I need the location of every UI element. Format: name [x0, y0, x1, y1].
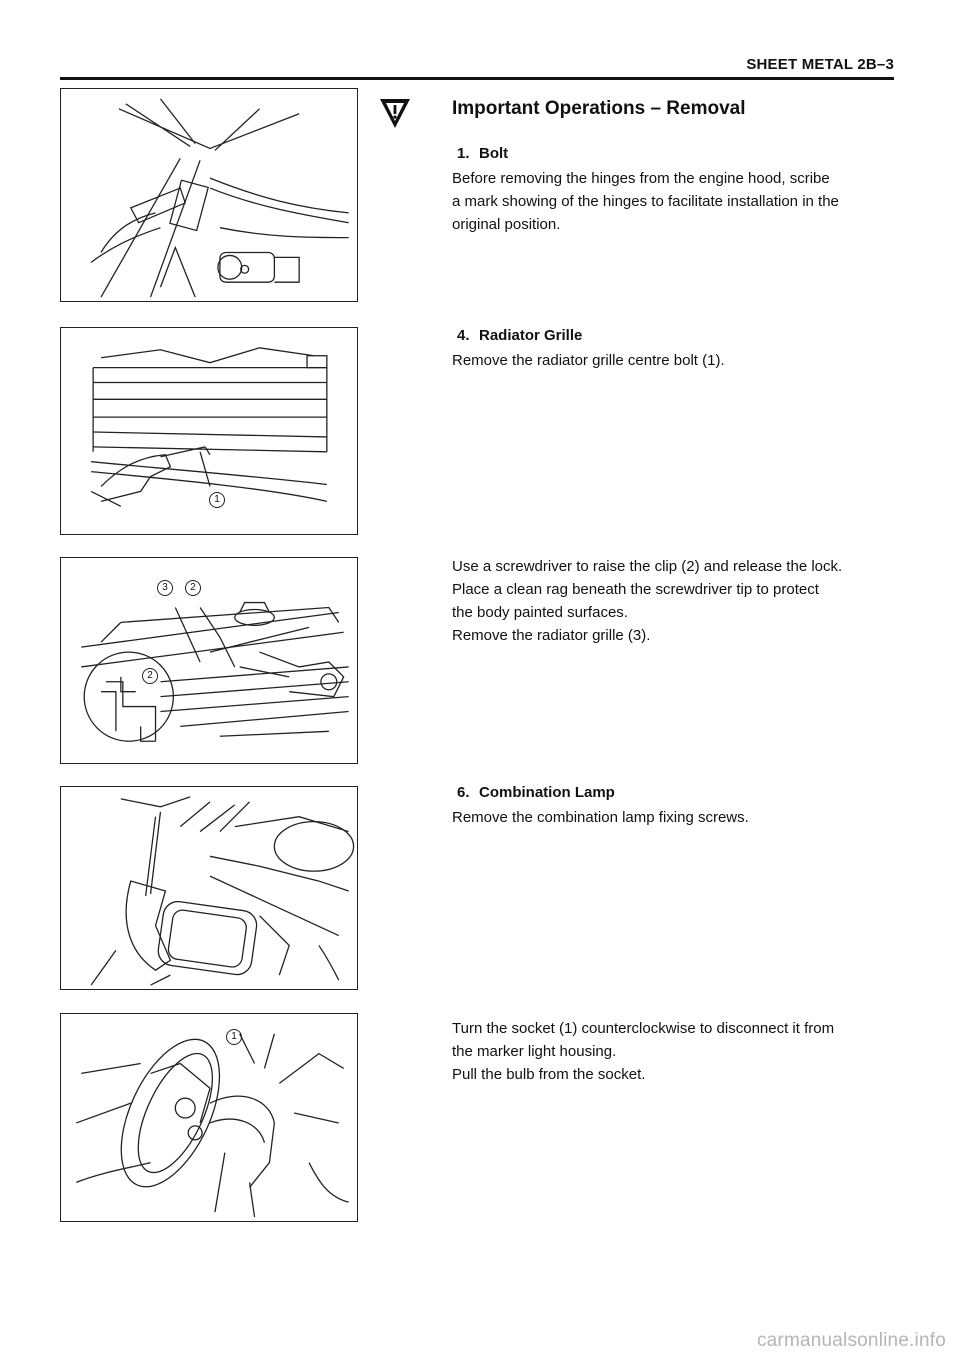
step-title: Combination Lamp — [479, 784, 615, 801]
figure-combination-lamp — [60, 786, 358, 990]
step-radiator-grille-clip — [452, 555, 902, 647]
figure-radiator-grille-clip — [60, 557, 358, 764]
step-combination-lamp — [452, 781, 902, 829]
figure-hood-hinge — [60, 88, 358, 302]
step-heading — [452, 781, 902, 804]
step-heading — [452, 142, 902, 165]
step-title: Radiator Grille — [479, 327, 583, 344]
step-text — [452, 806, 902, 829]
step-lamp-socket — [452, 1017, 902, 1086]
header-rule — [60, 77, 894, 80]
text-line: Place a clean rag beneath the screwdriver tip to protect — [452, 581, 819, 598]
step-text — [452, 555, 902, 647]
text-line: original position. — [452, 216, 561, 233]
text-line: Remove the radiator grille centre bolt (1). — [452, 352, 725, 369]
step-text — [452, 349, 902, 372]
step-number: 4. — [457, 327, 470, 344]
figure-callout-1: 1 — [209, 492, 225, 508]
text-line: Remove the combination lamp fixing screws. — [452, 809, 749, 826]
step-bolt — [452, 142, 902, 236]
step-number: 6. — [457, 784, 470, 801]
figure-callout-1: 1 — [226, 1029, 242, 1045]
text-line: the body painted surfaces. — [452, 604, 628, 621]
watermark: carmanualsonline.info — [756, 1330, 946, 1351]
figure-lamp-socket — [60, 1013, 358, 1222]
figure-radiator-grille-bolt — [60, 327, 358, 535]
page-header-title: SHEET METAL 2B–3 — [746, 56, 894, 73]
figure-callout-2: 2 — [185, 580, 201, 596]
step-title: Bolt — [479, 145, 509, 162]
section-title: Important Operations – Removal — [452, 98, 746, 119]
text-line: Remove the radiator grille (3). — [452, 627, 651, 644]
warning-triangle-icon — [379, 97, 411, 129]
text-line: a mark showing of the hinges to facilitate installation in the — [452, 193, 839, 210]
step-number: 1. — [457, 145, 470, 162]
step-heading — [452, 324, 902, 347]
step-radiator-grille — [452, 324, 902, 372]
figure-callout-2-inset: 2 — [142, 668, 158, 684]
text-line: Pull the bulb from the socket. — [452, 1066, 646, 1083]
step-text — [452, 1017, 902, 1086]
figure-callout-3: 3 — [157, 580, 173, 596]
text-line: Use a screwdriver to raise the clip (2) and release the lock. — [452, 558, 843, 575]
text-line: the marker light housing. — [452, 1043, 617, 1060]
step-text — [452, 167, 902, 236]
text-line: Before removing the hinges from the engine hood, scribe — [452, 170, 830, 187]
text-line: Turn the socket (1) counterclockwise to disconnect it from — [452, 1020, 835, 1037]
